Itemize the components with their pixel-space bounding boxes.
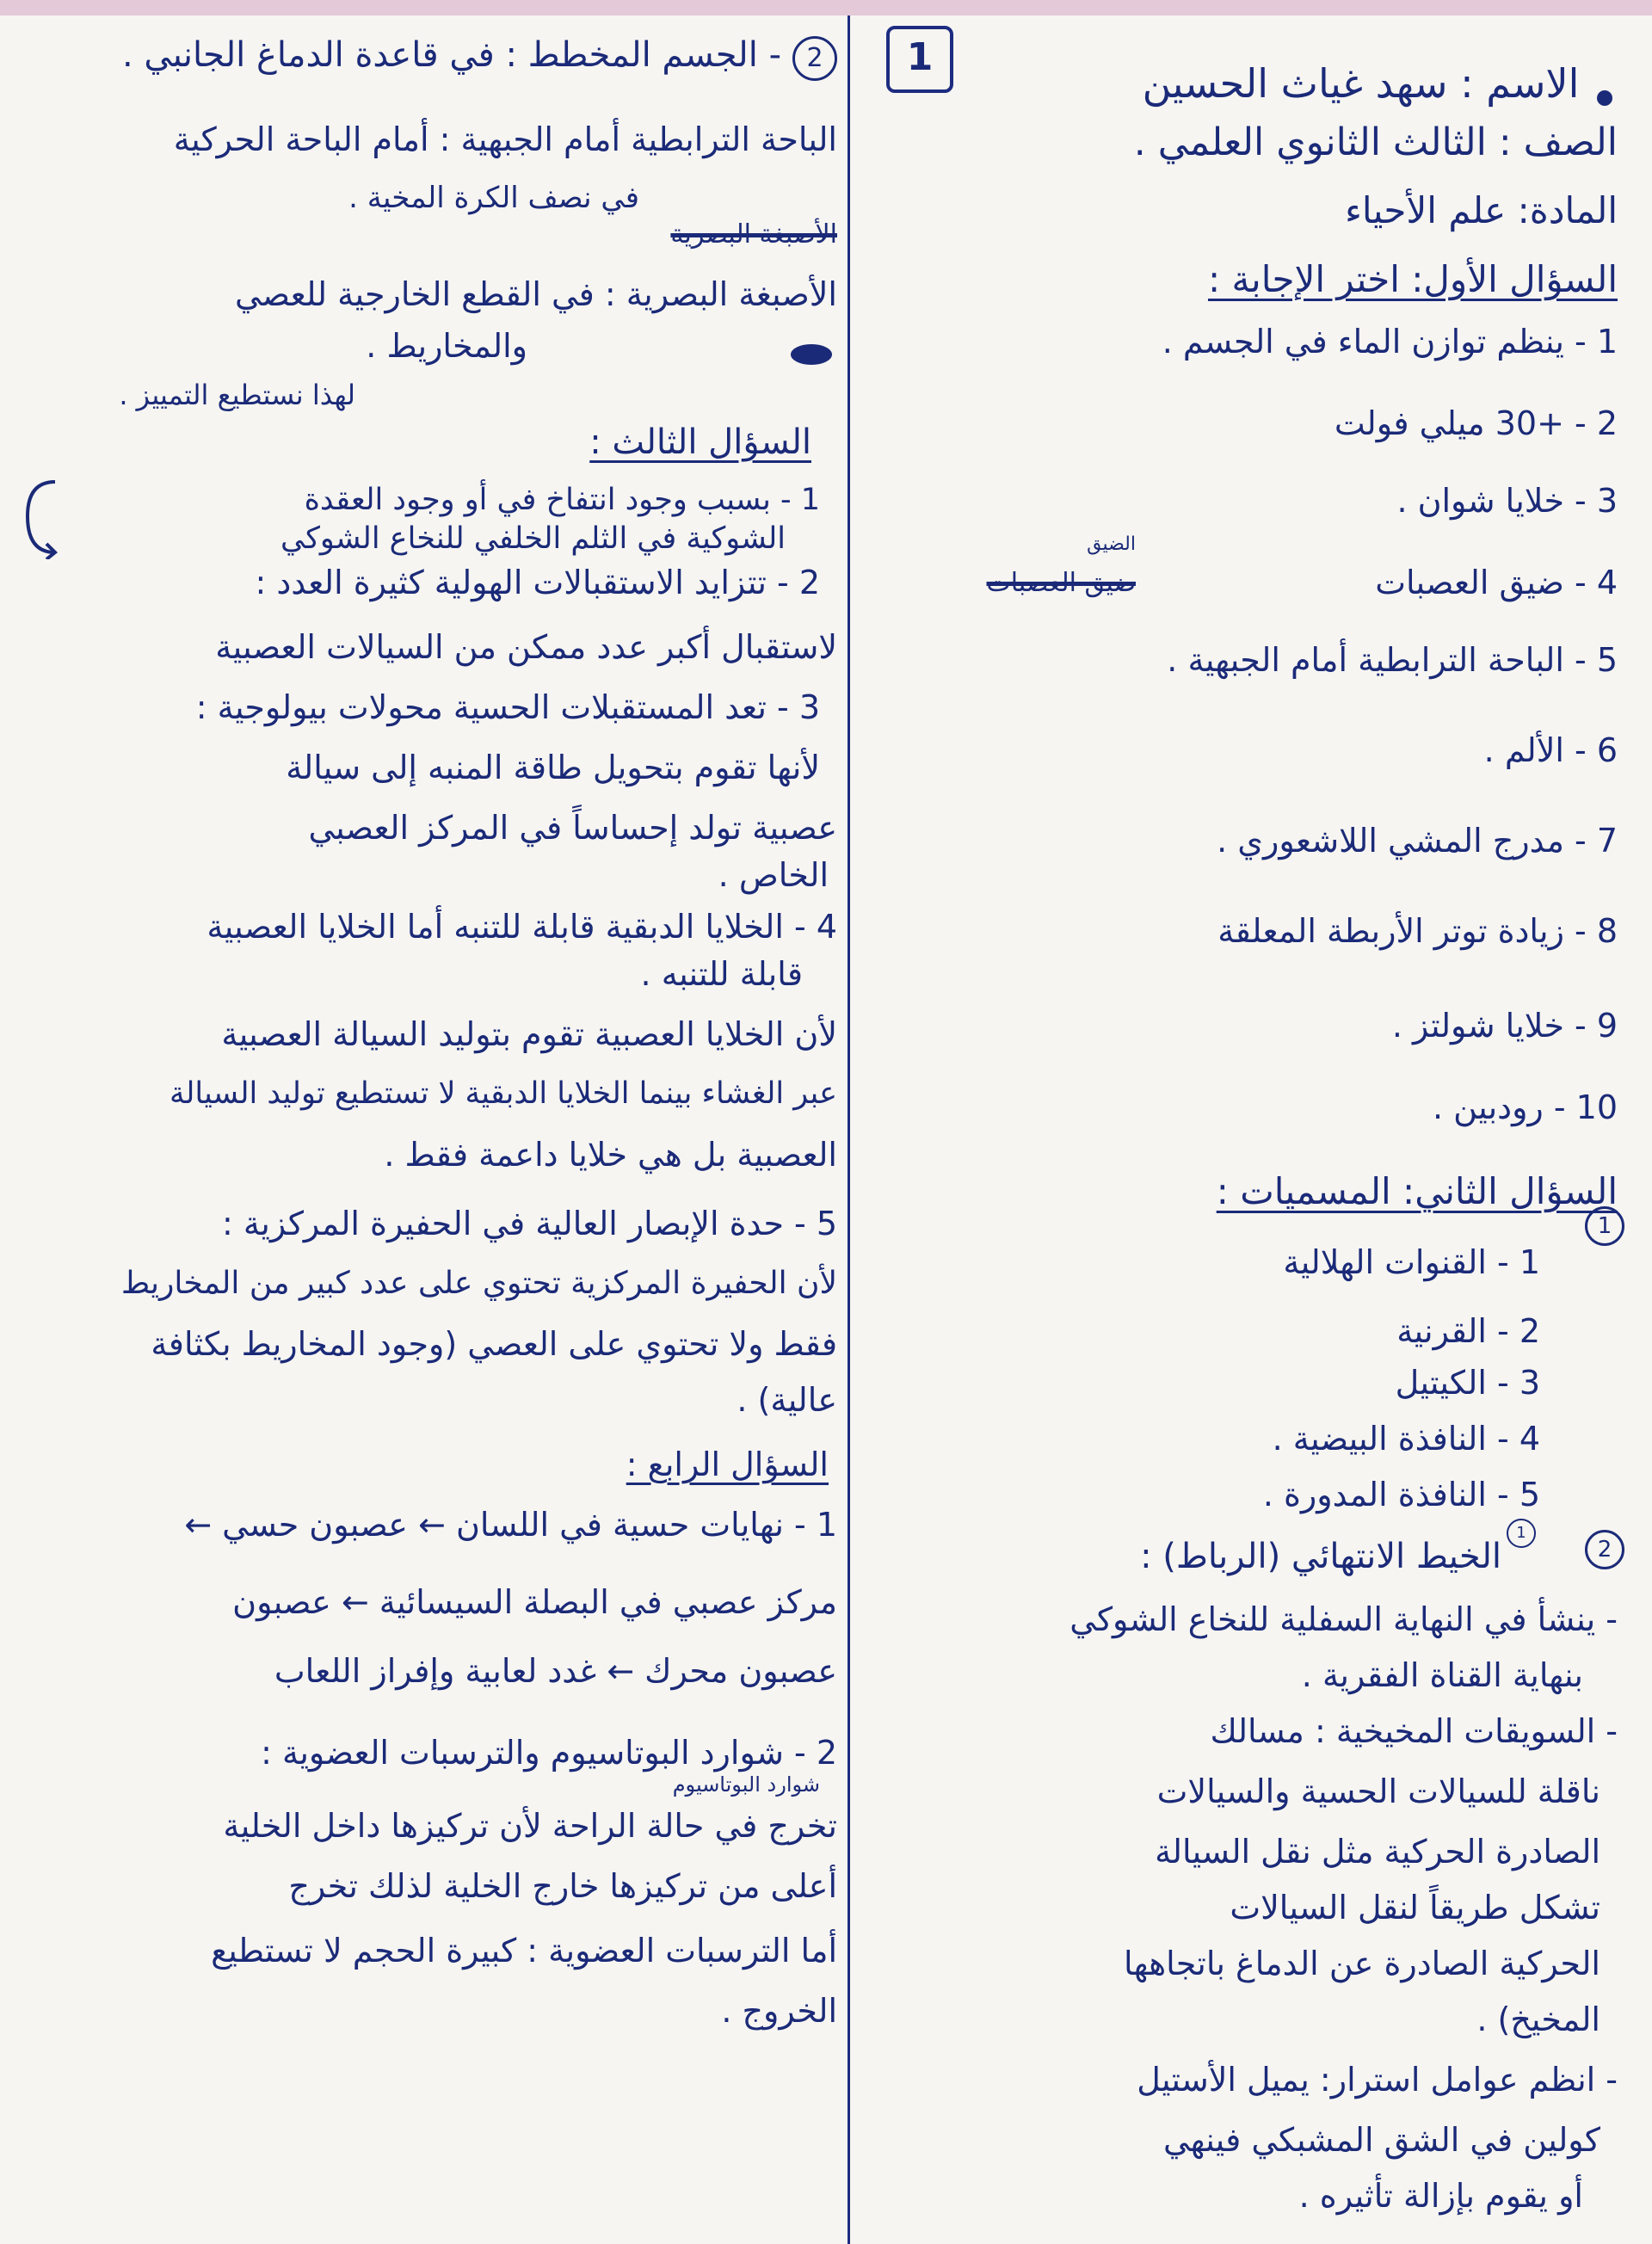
q2b-line: تشكل طريقاً لنقل السيالات xyxy=(1230,1889,1600,1927)
left-scribble-icon xyxy=(786,336,837,379)
page-number: 1 xyxy=(886,26,953,93)
q1-struck-text: ضيق العصبات xyxy=(986,568,1136,598)
q2b-header: الخيط الانتهائي (الرباط) : xyxy=(1140,1537,1501,1576)
q3-line: 1 - بسبب وجود انتفاخ في أو وجود العقدة xyxy=(304,483,820,517)
q4-title: السؤال الرابع : xyxy=(626,1446,829,1483)
left-line: الباحة الترابطية أمام الجبهية : أمام الباحة الحركية xyxy=(173,120,837,158)
q3-line: لاستقبال أكبر عدد ممكن من السيالات العصبية xyxy=(215,628,837,666)
q2b-line: ناقلة للسيالات الحسية والسيالات xyxy=(1156,1772,1600,1810)
q1-answer: 1 - ينظم توازن الماء في الجسم . xyxy=(1162,323,1618,361)
q3-line: 3 - تعد المستقبلات الحسية محولات بيولوجية : xyxy=(195,688,820,726)
left-line: الأصبغة البصرية : في القطع الخارجية للعصي xyxy=(234,275,837,313)
q3-line: عصبية تولد إحساساً في المركز العصبي xyxy=(308,809,837,847)
q3-line: 2 - تتزايد الاستقبالات الهولية كثيرة العدد : xyxy=(255,564,820,601)
left-line: والمخاريط . xyxy=(366,327,527,365)
q2b-line: الحركية الصادرة عن الدماغ باتجاهها xyxy=(1124,1945,1600,1982)
q2-answer: 2 - القرنية xyxy=(1396,1312,1540,1350)
q1-answer: 2 - +30 ميلي فولت xyxy=(1334,404,1618,442)
q1-title: السؤال الأول: اختر الإجابة : xyxy=(1207,258,1618,300)
q2b-line: المخيخ) . xyxy=(1476,2000,1600,2038)
q2b-line: كولين في الشق المشبكي فينهي xyxy=(1163,2121,1600,2159)
q3-line: العصبية بل هي خلايا داعمة فقط . xyxy=(384,1136,837,1174)
q3-line: فقط ولا تحتوي على العصي (وجود المخاريط بكثافة xyxy=(151,1325,837,1363)
q3-line: 5 - حدة الإبصار العالية في الحفيرة المركزية : xyxy=(222,1205,837,1242)
q2b-line: أو يقوم بإزالة تأثيره . xyxy=(1298,2177,1583,2215)
q3-line: عالية) . xyxy=(737,1381,837,1419)
q3-line: لأنها تقوم بتحويل طاقة المنبه إلى سيالة xyxy=(286,749,820,786)
q2b-line: الصادرة الحركية مثل نقل السيالة xyxy=(1155,1833,1600,1871)
q1-answer: 4 - ضيق العصبات xyxy=(1375,564,1618,601)
q2-answer: 1 - القنوات الهلالية xyxy=(1283,1243,1540,1281)
q1-answer: 3 - خلايا شوان . xyxy=(1396,482,1618,520)
q1-answer: 5 - الباحة الترابطية أمام الجبهية . xyxy=(1167,641,1618,679)
q2b-circle-number: 2 xyxy=(1585,1530,1624,1569)
q1-answer: 9 - خلايا شولتز . xyxy=(1391,1007,1618,1045)
q2b-small-circle: 1 xyxy=(1507,1519,1536,1548)
q4-line-note: شوارد البوتاسيوم xyxy=(672,1772,820,1797)
q3-line: 4 - الخلايا الدبقية قابلة للتنبه أما الخلايا العصبية xyxy=(206,908,837,946)
top-band xyxy=(0,0,1652,15)
q4-line: الخروج . xyxy=(721,1992,837,2030)
q1-answer: 8 - زيادة توتر الأربطة المعلقة xyxy=(1217,912,1618,950)
q2-answer: 5 - النافذة المدورة . xyxy=(1262,1476,1540,1513)
q1-answer: 10 - رودبين . xyxy=(1433,1088,1618,1126)
q2-answer: 3 - الكيتيل xyxy=(1395,1364,1540,1402)
q4-line: أما الترسبات العضوية : كبيرة الحجم لا تستطيع xyxy=(211,1932,837,1970)
left-header: - الجسم المخطط : في قاعدة الدماغ الجانبي . xyxy=(121,35,781,75)
q3-line: لأن الخلايا العصبية تقوم بتوليد السيالة العصبية xyxy=(221,1015,837,1053)
q2-answer: 4 - النافذة البيضية . xyxy=(1272,1420,1540,1458)
q4-line: 1 - نهايات حسية في اللسان ← عصبون حسي ← xyxy=(184,1506,837,1544)
q2-title: السؤال الثاني: المسميات : xyxy=(1216,1170,1618,1212)
q2b-line: بنهاية القناة الفقرية . xyxy=(1301,1656,1583,1694)
left-circle-number: 2 xyxy=(792,36,837,81)
q2b-line: - انظم عوامل استرار: يميل الأستيل xyxy=(1137,2061,1618,2099)
q4-line: 2 - شوارد البوتاسيوم والترسبات العضوية : xyxy=(261,1734,837,1772)
q4-line: عصبون محرك ← غدد لعابية وإفراز اللعاب xyxy=(274,1652,837,1690)
q4-line: أعلى من تركيزها خارج الخلية لذلك تخرج xyxy=(288,1867,837,1905)
left-line: لهذا نستطيع التمييز . xyxy=(119,379,355,411)
column-divider xyxy=(848,15,850,2244)
q4-line: مركز عصبي في البصلة السيسائية ← عصبون xyxy=(232,1583,837,1621)
q3-line: الشوكية في الثلم الخلفي للنخاع الشوكي xyxy=(280,521,786,556)
q4-line: تخرج في حالة الراحة لأن تركيزها داخل الخلية xyxy=(223,1807,837,1845)
q1-answer: 6 - الألم . xyxy=(1483,731,1618,769)
q2b-line: - ينشأ في النهاية السفلية للنخاع الشوكي xyxy=(1069,1600,1618,1638)
class-line: الصف : الثالث الثانوي العلمي . xyxy=(1133,120,1618,164)
q3-line: عبر الغشاء بينما الخلايا الدبقية لا تستطيع توليد السيالة xyxy=(169,1076,837,1111)
left-line: في نصف الكرة المخية . xyxy=(348,181,639,215)
q2-circle-number: 1 xyxy=(1585,1206,1624,1246)
subject-line: المادة: علم الأحياء xyxy=(1345,189,1618,231)
q1-answer: 7 - مدرج المشي اللاشعوري . xyxy=(1217,822,1618,860)
q2b-line: - السويقات المخيخية : مسالك xyxy=(1210,1712,1618,1750)
bullet-icon xyxy=(1592,74,1618,100)
bracket-arrow-icon xyxy=(24,473,59,569)
q3-line: لأن الحفيرة المركزية تحتوي على عدد كبير من المخاريط xyxy=(120,1266,837,1301)
q1-correction-note: الضيق xyxy=(1087,533,1136,555)
left-struck-text: الأصبغة البصرية xyxy=(670,219,837,250)
q3-line: قابلة للتنبه . xyxy=(640,955,803,993)
student-name: الاسم : سهد غياث الحسين xyxy=(1143,60,1618,108)
q3-title: السؤال الثالث : xyxy=(589,422,811,462)
q3-line: الخاص . xyxy=(718,856,829,894)
